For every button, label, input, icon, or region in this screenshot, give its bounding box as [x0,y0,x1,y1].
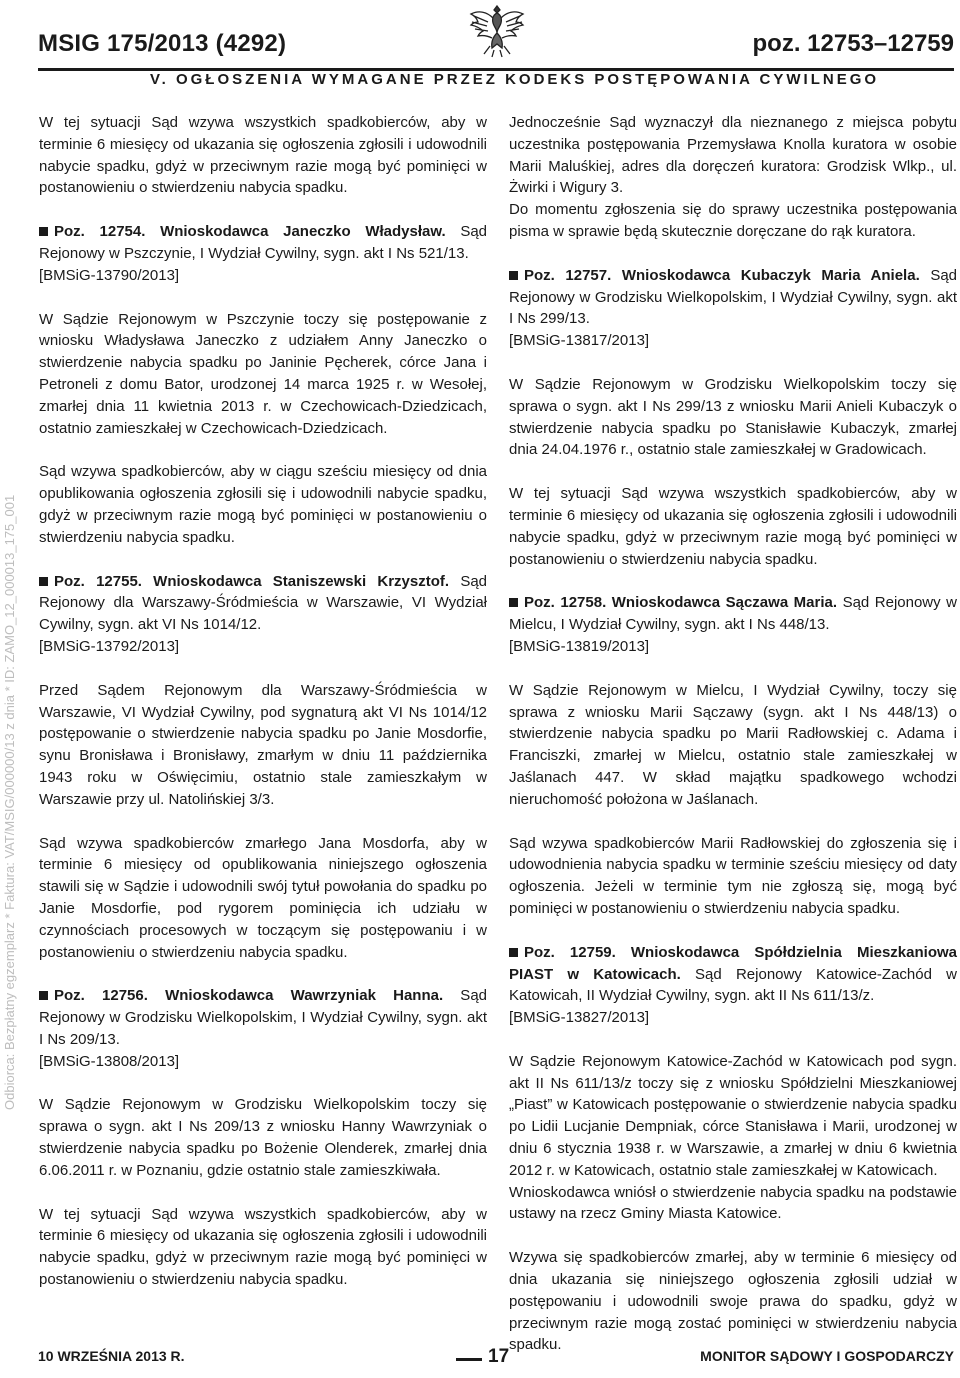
subscriber-watermark: Odbiorca: Bezpłatny egzemplarz * Faktura: VAT/MSIG/000000/13 z dnia * ID: ZAMO_12_000013_175_001 [2,494,17,1110]
paragraph: W tej sytuacji Sąd wzywa wszystkich spadkobierców, aby w terminie 6 miesięcy od ukazania się ogłoszenia zgłosili i udowodnili nabycie spadku, gdyż w przeciwnym razie mogą być pominięci w postanowieniu o stwierdzeniu nabycia spadku. [39,1205,487,1289]
page-number-dash [456,1358,482,1361]
paragraph: W Sądzie Rejonowym w Mielcu, I Wydział Cywilny, toczy się sprawa z wniosku Marii Sączawy (sygn. akt I Ns 448/13) o stwierdzenie nabycia spadku po Marii Radłowskiej c. Adama i Franciszki, zmarłej w Mielcu, ostatnio stale zamieszkałej w Jaślanach 447. W skład majątku spadkowego wchodzi nieruchomość położona w Jaślanach. [509,681,957,808]
paragraph: Do momentu zgłoszenia się do sprawy uczestnika postępowania pisma w sprawie będą skutecznie doręczane do rąk kuratora. [509,201,957,240]
entry-court: Sąd Rejonowy w Mielcu, I Wydział Cywilny, sygn. akt I Ns 448/13. [509,594,957,634]
entry-reference: [BMSiG-13817/2013] [509,332,650,350]
polish-eagle-emblem-icon [466,2,528,60]
page-number: 17 [488,1346,510,1367]
entry-court: Sąd Rejonowy Katowice-Zachód w Katowicah, II Wydział Cywilny, sygn. akt II Ns 611/13/z. [509,965,958,1005]
paragraph: W Sądzie Rejonowym w Grodzisku Wielkopolskim toczy się sprawa o sygn. akt I Ns 209/13 z wniosku Hanny Wawrzyniak o stwierdzenie nabycia spadku po Bożenie Olenderek, zmarłej dnia 6.06.2011 r. w Poznaniu, gdzie ostatnio stale zamieszkiwała. [39,1096,487,1179]
bullet-icon [39,577,48,586]
paragraph: Jednocześnie Sąd wyznaczył dla nieznanego z miejsca pobytu uczestnika postępowania Przemysława Knolla kuratora w osobie Marii Maluśkiej, adres dla doręczeń kuratora: Grodzisk Wlkp., ul. Żwirki i Wigury 3. [509,114,957,197]
entry-reference: [BMSiG-13790/2013] [39,266,180,284]
paragraph: W tej sytuacji Sąd wzywa wszystkich spadkobierców, aby w terminie 6 miesięcy od ukazania się ogłoszenia zgłosili i udowodnili nabycie spadku, gdyż w przeciwnym razie mogą być pominięci w postanowieniu o stwierdzeniu nabycia spadku. [509,485,957,568]
bullet-icon [509,598,518,607]
entry-court: Sąd Rejonowy w Grodzisku Wielkopolskim, I Wydział Cywilny, sygn. akt I Ns 209/13. [39,987,487,1048]
paragraph: Przed Sądem Rejonowym dla Warszawy-Śródmieścia w Warszawie, VI Wydział Cywilny, pod sygnaturą akt VI Ns 1014/12 postępowanie o stwierdzenie nabycia spadku po Janie Mosdorfie, synu Bronisława i Bronisławy, zmarłym w dniu 11 października 1943 roku w Oświęcimiu, ostatnio stale zamieszkałym w Warszawie przy ul. Natolińskiej 3/3. [39,681,487,808]
paragraph: Wnioskodawca wniósł o stwierdzenie nabycia spadku na podstawie ustawy na rzecz Gminy Miasta Katowice. [509,1183,957,1223]
paragraph: W Sądzie Rejonowym w Pszczynie toczy się postępowanie z wniosku Władysława Janeczko z udziałem Anny Janeczko o stwierdzenie nabycia spadku po Janinie Pęcherek, córce Jana i Petroneli z domu Bator, urodzonej 14 marca 1925 r. w Wesołej, zmarłej dnia 11 kwietnia 2013 r. w Czechowicach-Dziedzicach, ostatnio zamieszkałej w Czechowicach-Dziedzicach. [39,310,487,437]
paragraph: W tej sytuacji Sąd wzywa wszystkich spadkobierców, aby w terminie 6 miesięcy od ukazania się ogłoszenia zgłosili i udowodnili nabycie spadku, gdyż w przeciwnym razie mogą być pominięci w postanowieniu o stwierdzeniu nabycia spadku. [39,114,487,197]
entry-reference: [BMSiG-13827/2013] [509,1009,650,1027]
entry-12754 [39,221,487,286]
issue-date: 10 WRZEŚNIA 2013 R. [38,1348,185,1364]
positions-range: poz. 12753–12759 [752,30,954,57]
entry-heading: Poz. 12759. Wnioskodawca Spółdzielnia Mieszkaniowa PIAST w Katowicach. [509,943,957,983]
entry-court: Sąd Rejonowy dla Warszawy-Śródmieścia w Warszawie, VI Wydział Cywilny, sygn. akt VI Ns 1014/12. [39,572,488,634]
entry-heading: Poz. 12754. Wnioskodawca Janeczko Władysław. [54,223,446,241]
entry-12758 [509,592,957,657]
bullet-icon [509,948,518,957]
section-title: V. OGŁOSZENIA WYMAGANE PRZEZ KODEKS POSTĘPOWANIA CYWILNEGO [150,71,880,88]
entry-12756 [39,985,487,1072]
issue-number: MSIG 175/2013 (4292) [38,30,287,57]
paragraph: W Sądzie Rejonowym w Grodzisku Wielkopolskim toczy się sprawa o sygn. akt I Ns 299/13 z wniosku Marii Anieli Kubaczyk o stwierdzenie nabycia spadku po Stanisławie Kubaczyk, zmarłej dnia 24.04.1976 r., ostatnio stale zamieszkałej w Gradowicach. [509,375,957,459]
entry-court: Sąd Rejonowy w Pszczynie, I Wydział Cywilny, sygn. akt I Ns 521/13. [39,223,488,262]
left-column [39,112,487,1313]
entry-reference: [BMSiG-13808/2013] [39,1052,180,1070]
entry-reference: [BMSiG-13819/2013] [509,637,650,655]
bullet-icon [509,271,518,280]
entry-heading: Poz. 12755. Wnioskodawca Staniszewski Krzysztof. [54,572,450,590]
entry-heading: Poz. 12756. Wnioskodawca Wawrzyniak Hanna. [54,987,444,1005]
paragraph: Sąd wzywa spadkobierców zmarłego Jana Mosdorfa, aby w terminie 6 miesięcy od opublikowania niniejszego ogłoszenia stawili się w Sądzie i udowodnili swój tytuł powołania do spadku po Janie Mosdorfie, pod rygorem pominięcia ich udziału w czynnościach procesowych w toczącym się postępowaniu i w postanowieniu o stwierdzeniu nabycia spadku. [39,834,487,961]
publication-name: MONITOR SĄDOWY I GOSPODARCZY [700,1348,954,1364]
entry-court: Sąd Rejonowy w Grodzisku Wielkopolskim, I Wydział Cywilny, sygn. akt I Ns 299/13. [509,266,958,328]
paragraph: Wzywa się spadkobierców zmarłej, aby w terminie 6 miesięcy od dnia ukazania się niniejszego ogłoszenia zgłosili udział w postępowaniu i udowodnili swoje prawa do spadku, gdyż w przeciwnym razie mogą zostać pominięci w stwierdzeniu nabycia spadku. [509,1249,957,1354]
paragraph: Sąd wzywa spadkobierców Marii Radłowskiej do zgłoszenia się i udowodnienia nabycia spadku w terminie sześciu miesięcy od daty ogłoszenia. Jeżeli w terminie tym nie zgłoszą się, mogą być pominięci w postanowieniu o stwierdzeniu nabycia spadku. [509,834,957,917]
entry-heading: Poz. 12757. Wnioskodawca Kubaczyk Maria Aniela. [524,266,920,284]
bullet-icon [39,991,48,1000]
entry-reference: [BMSiG-13792/2013] [39,637,180,655]
paragraph: W Sądzie Rejonowym Katowice-Zachód w Katowicach pod sygn. akt II Ns 611/13/z toczy się z wniosku Spółdzielni Mieszkaniowej „Piast” w Katowicach postępowanie o stwierdzenie nabycia spadku po Lidii Lucjanie Dempniak, córce Stanisława i Marii, urodzonej w dniu 6 stycznia 1938 r. w Warszawie, a zmarłej w dniu 6 kwietnia 2012 r. w Katowicach, ostatnio stale zamieszkałej w Katowicach. [509,1052,957,1179]
bullet-icon [39,227,48,236]
entry-12759 [509,942,957,1029]
entry-heading: Poz. 12758. Wnioskodawca Sączawa Maria. [524,594,838,612]
entry-12757 [509,265,957,352]
right-column [509,112,957,1378]
paragraph: Sąd wzywa spadkobierców, aby w ciągu sześciu miesięcy od dnia opublikowania ogłoszenia zgłosili się i udowodnili nabycie spadku, gdyż w przeciwnym razie mogą być pominięci w postanowieniu o stwierdzeniu nabycia spadku. [39,463,487,546]
entry-12755 [39,571,487,658]
